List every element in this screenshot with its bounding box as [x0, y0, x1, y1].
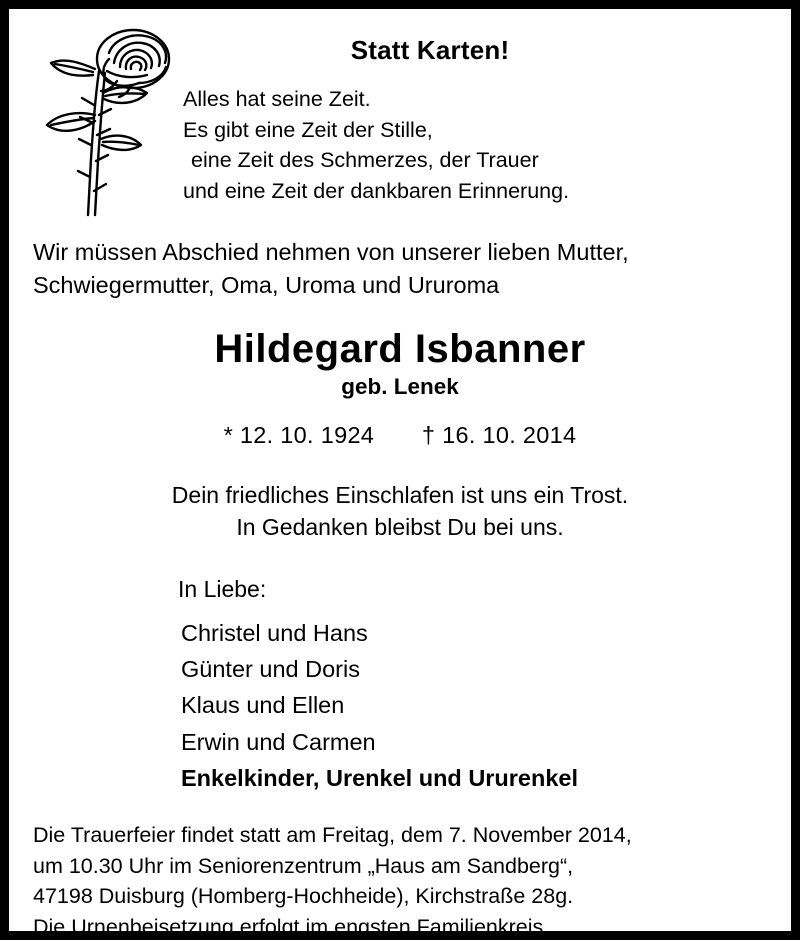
- list-item: Günter und Doris: [181, 656, 360, 683]
- death-date: 16. 10. 2014: [442, 421, 577, 448]
- verse-line-4: und eine Zeit der dankbaren Erinnerung.: [183, 178, 570, 203]
- service-line-3: 47198 Duisburg (Homberg-Hochheide), Kirchstraße 28g.: [33, 884, 574, 909]
- service-line-2: um 10.30 Uhr im Seniorenzentrum „Haus am Sandberg“,: [33, 853, 574, 878]
- deceased-name: Hildegard Isbanner: [214, 326, 586, 371]
- heading-statt-karten: Statt Karten!: [350, 35, 510, 65]
- notice-inner: [9, 9, 791, 939]
- birth-date: 12. 10. 1924: [239, 421, 375, 448]
- life-dates: [33, 422, 767, 449]
- list-item: Klaus und Ellen: [181, 692, 345, 719]
- birth-symbol: *: [223, 421, 234, 448]
- verse-line-1: Alles hat seine Zeit.: [183, 87, 371, 111]
- list-item: Erwin und Carmen: [181, 728, 376, 755]
- list-item: Christel und Hans: [181, 620, 368, 647]
- intro-line-1: Wir müssen Abschied nehmen von unserer lieben Mutter,: [33, 239, 629, 266]
- intro-block: [33, 236, 767, 303]
- in-love-label: In Liebe:: [178, 576, 267, 603]
- comfort-line-2: In Gedanken bleibst Du bei uns.: [236, 514, 564, 541]
- comfort-line-1: Dein friedliches Einschlafen ist uns ein Trost.: [171, 481, 629, 508]
- death-symbol: †: [421, 421, 436, 448]
- list-item: Enkelkinder, Urenkel und Ururenkel: [181, 764, 579, 791]
- verse-line-2: Es gibt eine Zeit der Stille,: [183, 117, 433, 142]
- service-line-4: Die Urnenbeisetzung erfolgt im engsten Familienkreis.: [33, 914, 550, 939]
- rose-illustration: [21, 19, 191, 219]
- comfort-block: [33, 479, 767, 544]
- deceased-maiden-name: geb. Lenek: [341, 373, 459, 399]
- service-line-1: Die Trauerfeier findet statt am Freitag, dem 7. November 2014,: [33, 823, 632, 848]
- service-details: [33, 820, 767, 942]
- verse-line-3: eine Zeit des Schmerzes, der Trauer: [191, 148, 539, 173]
- family-list: [33, 615, 767, 796]
- intro-line-2: Schwiegermutter, Oma, Uroma und Ururoma: [33, 272, 500, 299]
